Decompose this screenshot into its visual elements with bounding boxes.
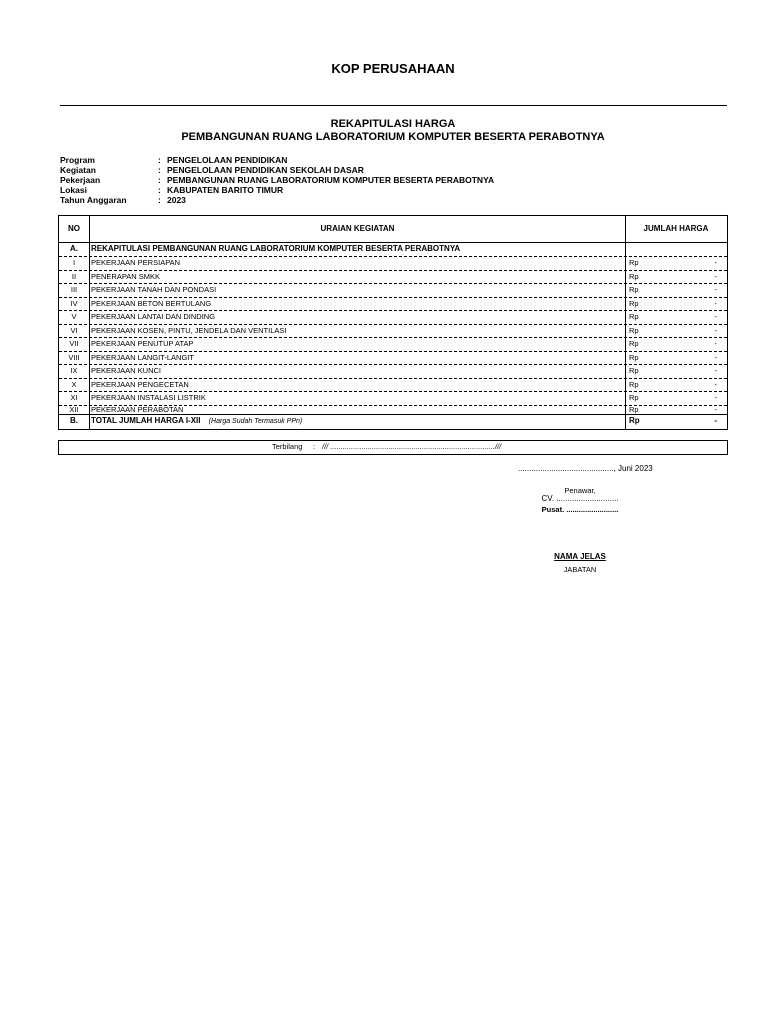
table-row bbox=[59, 270, 727, 285]
info-label: Lokasi bbox=[60, 185, 87, 195]
info-label: Tahun Anggaran bbox=[60, 195, 127, 205]
row-currency: Rp bbox=[629, 285, 639, 294]
row-no: IX bbox=[70, 366, 78, 375]
section-no: A. bbox=[70, 244, 78, 253]
header-no: NO bbox=[68, 224, 80, 233]
row-value: - bbox=[714, 379, 717, 389]
header-uraian: URAIAN KEGIATAN bbox=[320, 224, 395, 233]
row-currency: Rp bbox=[629, 271, 639, 281]
info-value: PEMBANGUNAN RUANG LABORATORIUM KOMPUTER BESERTA PERABOTNYA bbox=[167, 175, 495, 185]
table-row bbox=[59, 283, 727, 298]
table-row bbox=[59, 351, 727, 366]
table-row bbox=[59, 391, 727, 406]
table-row bbox=[59, 297, 727, 312]
info-label: Program bbox=[60, 155, 95, 165]
total-row bbox=[59, 415, 727, 429]
document-title: REKAPITULASI HARGA bbox=[330, 118, 456, 130]
place-date: ..........................................., Juni 2023 bbox=[518, 464, 653, 473]
row-currency: Rp bbox=[629, 404, 639, 414]
info-row-lokasi bbox=[60, 185, 494, 195]
total-label bbox=[91, 415, 302, 428]
row-no: VI bbox=[70, 325, 78, 335]
row-label: PEKERJAAN LANTAI DAN DINDING bbox=[91, 312, 216, 321]
info-row-kegiatan bbox=[60, 165, 494, 175]
row-no: X bbox=[71, 379, 77, 389]
total-currency: Rp bbox=[629, 416, 640, 425]
row-currency: Rp bbox=[629, 352, 639, 362]
row-currency: Rp bbox=[629, 325, 639, 335]
info-colon: : bbox=[158, 195, 161, 205]
project-info bbox=[60, 155, 494, 205]
row-label: PEKERJAAN BETON BERTULANG bbox=[91, 298, 212, 308]
row-label: PEKERJAAN LANGIT-LANGIT bbox=[91, 352, 194, 362]
info-row-program bbox=[60, 155, 494, 165]
row-currency: Rp bbox=[629, 258, 639, 267]
row-label: PEKERJAAN INSTALASI LISTRIK bbox=[91, 393, 206, 402]
table-row bbox=[59, 405, 727, 415]
row-label: PEKERJAAN KUNCI bbox=[91, 366, 162, 375]
row-value: - bbox=[714, 339, 717, 348]
terbilang-colon: : bbox=[313, 442, 316, 451]
row-no: V bbox=[71, 312, 77, 321]
terbilang-label: Terbilang bbox=[272, 442, 303, 451]
row-no: III bbox=[70, 285, 78, 294]
total-label-text: TOTAL JUMLAH HARGA I-XII bbox=[91, 416, 201, 425]
row-label: PEKERJAAN PENGECETAN bbox=[91, 379, 189, 389]
row-value: - bbox=[714, 285, 717, 294]
row-value: - bbox=[714, 271, 717, 281]
document-subtitle: PEMBANGUNAN RUANG LABORATORIUM KOMPUTER BESERTA PERABOTNYA bbox=[181, 131, 605, 143]
row-currency: Rp bbox=[629, 366, 639, 375]
signer-position: JABATAN bbox=[563, 565, 597, 574]
row-label: PEKERJAAN TANAH DAN PONDASI bbox=[91, 285, 217, 294]
row-currency: Rp bbox=[629, 312, 639, 321]
row-currency: Rp bbox=[629, 339, 639, 348]
info-colon: : bbox=[158, 185, 161, 195]
table-row bbox=[59, 378, 727, 393]
info-label: Pekerjaan bbox=[60, 175, 101, 185]
row-value: - bbox=[714, 352, 717, 362]
row-value: - bbox=[714, 325, 717, 335]
row-label: PEKERJAAN PERABOTAN bbox=[91, 404, 184, 414]
row-label: PEKERJAAN PERSIAPAN bbox=[91, 258, 181, 267]
info-row-pekerjaan bbox=[60, 175, 494, 185]
table-row bbox=[59, 256, 727, 271]
info-colon: : bbox=[158, 155, 161, 165]
row-value: - bbox=[714, 258, 717, 267]
info-colon: : bbox=[158, 175, 161, 185]
row-label: PEKERJAAN KOSEN, PINTU, JENDELA DAN VENTILASI bbox=[91, 325, 287, 335]
info-value: PENGELOLAAN PENDIDIKAN SEKOLAH DASAR bbox=[167, 165, 364, 175]
header-jumlah: JUMLAH HARGA bbox=[643, 224, 709, 233]
row-no: I bbox=[72, 258, 76, 267]
row-no: XI bbox=[70, 393, 78, 402]
total-no: B. bbox=[70, 416, 78, 425]
kop-perusahaan: KOP PERUSAHAAN bbox=[331, 61, 455, 76]
total-note: (Harga Sudah Termasuk PPn) bbox=[208, 418, 303, 425]
row-value: - bbox=[714, 366, 717, 375]
row-no: VIII bbox=[68, 352, 80, 362]
info-row-tahun-anggaran bbox=[60, 195, 494, 205]
table-row bbox=[59, 364, 727, 379]
signer-name: NAMA JELAS bbox=[554, 552, 606, 561]
row-label: PEKERJAAN PENUTUP ATAP bbox=[91, 339, 194, 348]
row-value: - bbox=[714, 298, 717, 308]
header-rule bbox=[60, 105, 727, 106]
pusat-label: Pusat. ......................... bbox=[541, 505, 619, 514]
row-currency: Rp bbox=[629, 393, 639, 402]
table-row bbox=[59, 310, 727, 325]
row-currency: Rp bbox=[629, 298, 639, 308]
section-label: REKAPITULASI PEMBANGUNAN RUANG LABORATORIUM KOMPUTER BESERTA PERABOTNYA bbox=[91, 244, 461, 253]
row-no: XII bbox=[69, 404, 79, 414]
section-row bbox=[59, 242, 727, 257]
row-value: - bbox=[714, 393, 717, 402]
row-value: - bbox=[714, 404, 717, 414]
table-row bbox=[59, 324, 727, 339]
terbilang-box bbox=[58, 440, 728, 455]
row-label: PENERAPAN SMKK bbox=[91, 271, 161, 281]
row-no: II bbox=[71, 271, 77, 281]
cv-name: CV. ............................ bbox=[541, 494, 619, 503]
terbilang-value: /// .............................................................................../// bbox=[322, 442, 502, 451]
row-value: - bbox=[714, 312, 717, 321]
info-value: 2023 bbox=[167, 195, 186, 205]
penawar-label: Penawar, bbox=[564, 486, 596, 495]
info-value: PENGELOLAAN PENDIDIKAN bbox=[167, 155, 288, 165]
info-colon: : bbox=[158, 165, 161, 175]
total-value: - bbox=[714, 416, 717, 425]
info-value: KABUPATEN BARITO TIMUR bbox=[167, 185, 284, 195]
info-label: Kegiatan bbox=[60, 165, 96, 175]
row-no: IV bbox=[70, 298, 78, 308]
row-currency: Rp bbox=[629, 379, 639, 389]
row-no: VII bbox=[69, 339, 79, 348]
recap-table bbox=[58, 215, 728, 430]
table-row bbox=[59, 337, 727, 352]
